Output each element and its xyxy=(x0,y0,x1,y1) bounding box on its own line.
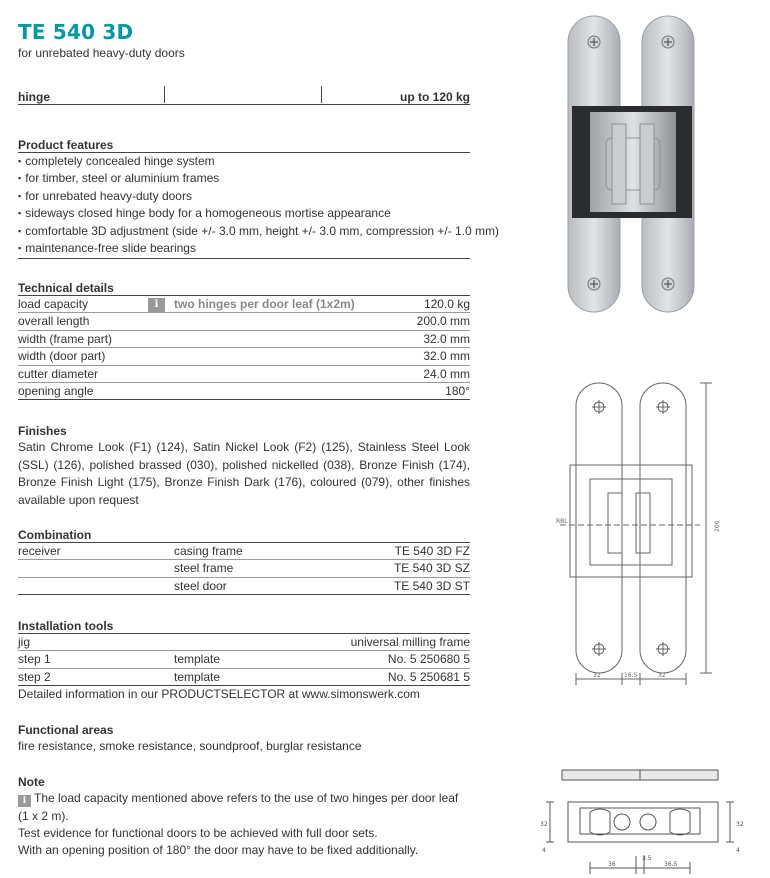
row-label: width (frame part) xyxy=(18,331,113,346)
row-label: receiver xyxy=(18,544,61,558)
note-line: Test evidence for functional doors to be achieved with full door sets. xyxy=(18,826,378,840)
table-row xyxy=(18,578,470,595)
dim-label: 3.5 xyxy=(642,855,652,862)
dim-label: 36 xyxy=(608,861,616,868)
list-item: ▪ sideways closed hinge body for a homogeneous mortise appearance xyxy=(18,205,470,222)
section-title: Functional areas xyxy=(18,723,114,737)
row-label: jig xyxy=(18,635,31,649)
dim-label: 200 xyxy=(714,520,721,532)
info-icon: i xyxy=(18,795,31,807)
installation-table xyxy=(18,634,470,686)
dim-label: 36.5 xyxy=(664,861,678,868)
list-item: ▪ for timber, steel or aluminium frames xyxy=(18,170,470,187)
front-view-drawing xyxy=(550,375,750,690)
section-title: Combination xyxy=(18,527,470,543)
table-row xyxy=(18,296,470,313)
row-label: step 2 xyxy=(18,669,51,684)
row-value: TE 540 3D SZ xyxy=(393,561,470,576)
installation-tools-section xyxy=(18,618,470,704)
section-title: Note xyxy=(18,775,45,789)
row-type: template xyxy=(174,652,221,667)
row-value: No. 5 250680 5 xyxy=(387,652,470,667)
table-row xyxy=(18,669,470,686)
table-row xyxy=(18,331,470,348)
row-label: cutter diameter xyxy=(18,366,99,381)
dim-label: 32 xyxy=(658,672,666,679)
note-line: With an opening position of 180° the door may have to be fixed additionally. xyxy=(18,843,419,858)
dim-label: RBL xyxy=(556,518,568,525)
table-row xyxy=(18,560,470,577)
info-icon: i xyxy=(148,298,165,312)
row-label: step 1 xyxy=(18,652,51,667)
section-title: Installation tools xyxy=(18,618,470,634)
finishes-text: Satin Chrome Look (F1) (124), Satin Nickel Look (F2) (125), Stainless Steel Look (SSL) (126), polished brassed (030), polished nickelled (038), Bronze Finish (174), Bronze Finish Light (175), Bronze Finish Dark (176), coloured (079), other finishes available upon request xyxy=(18,440,470,507)
hinge-capacity: up to 120 kg xyxy=(399,90,470,104)
row-type: template xyxy=(174,669,221,684)
table-row xyxy=(18,543,470,560)
list-item: ▪ comfortable 3D adjustment (side +/- 3.0 mm, height +/- 3.0 mm, compression +/- 1.0 mm) xyxy=(18,223,470,240)
table-row xyxy=(18,383,470,400)
technical-details-section xyxy=(18,280,470,400)
row-type: steel frame xyxy=(174,561,234,576)
table-row xyxy=(18,366,470,383)
row-value: 200.0 mm xyxy=(416,314,470,329)
note-text: The load capacity mentioned above refers to the use of two hinges per door leaf (1 x 2 m). xyxy=(18,791,459,823)
dim-label: 32 xyxy=(736,821,744,828)
row-label: width (door part) xyxy=(18,349,106,364)
functional-areas-text: fire resistance, smoke resistance, soundproof, burglar resistance xyxy=(18,739,362,753)
row-value: 120.0 kg xyxy=(423,297,470,311)
list-item: ▪ maintenance-free slide bearings xyxy=(18,240,470,257)
row-label: opening angle xyxy=(18,383,94,398)
product-subtitle: for unrebated heavy-duty doors xyxy=(18,46,185,60)
row-type: casing frame xyxy=(174,544,243,558)
row-value: universal milling frame xyxy=(350,635,470,649)
product-features-section xyxy=(18,137,500,259)
drawings-column xyxy=(520,0,770,878)
dim-label: 32 xyxy=(540,821,548,828)
table-row xyxy=(18,348,470,365)
dim-label: 16.5 xyxy=(624,672,638,679)
row-note: two hinges per door leaf (1x2m) xyxy=(174,297,355,311)
hinge-label: hinge xyxy=(18,90,50,104)
section-view-drawing xyxy=(530,760,760,878)
row-value: No. 5 250681 5 xyxy=(387,669,470,684)
row-type: steel door xyxy=(174,578,227,593)
row-value: 32.0 mm xyxy=(423,349,470,364)
row-value: 180° xyxy=(445,383,470,398)
row-value: TE 540 3D ST xyxy=(393,578,470,593)
divider xyxy=(321,86,322,103)
note-line xyxy=(18,790,470,825)
productselector-note: Detailed information in our PRODUCTSELECTOR at www.simonswerk.com xyxy=(18,687,420,702)
row-value: TE 540 3D FZ xyxy=(394,544,470,558)
note-section xyxy=(18,774,470,860)
section-title: Product features xyxy=(18,137,470,153)
section-title: Finishes xyxy=(18,424,67,438)
table-row xyxy=(18,651,470,668)
row-label: overall length xyxy=(18,314,90,329)
table-row xyxy=(18,634,470,651)
section-title: Technical details xyxy=(18,280,470,296)
dim-label: 32 xyxy=(593,672,601,679)
product-title: TE 540 3D xyxy=(18,20,134,44)
list-item: ▪ for unrebated heavy-duty doors xyxy=(18,188,470,205)
hinge-row xyxy=(18,86,470,105)
list-item: ▪ completely concealed hinge system xyxy=(18,153,470,170)
row-value: 32.0 mm xyxy=(423,331,470,346)
divider xyxy=(164,86,165,103)
table-row xyxy=(18,313,470,330)
combination-table xyxy=(18,543,470,595)
dim-label: 4 xyxy=(736,847,740,854)
functional-areas-section xyxy=(18,722,470,755)
row-label: load capacity xyxy=(18,297,89,311)
feature-list xyxy=(18,153,500,259)
hinge-photo xyxy=(560,14,750,314)
finishes-section xyxy=(18,423,470,509)
dim-label: 4 xyxy=(542,847,546,854)
row-value: 24.0 mm xyxy=(423,366,470,381)
combination-section xyxy=(18,527,470,595)
technical-table xyxy=(18,296,470,400)
